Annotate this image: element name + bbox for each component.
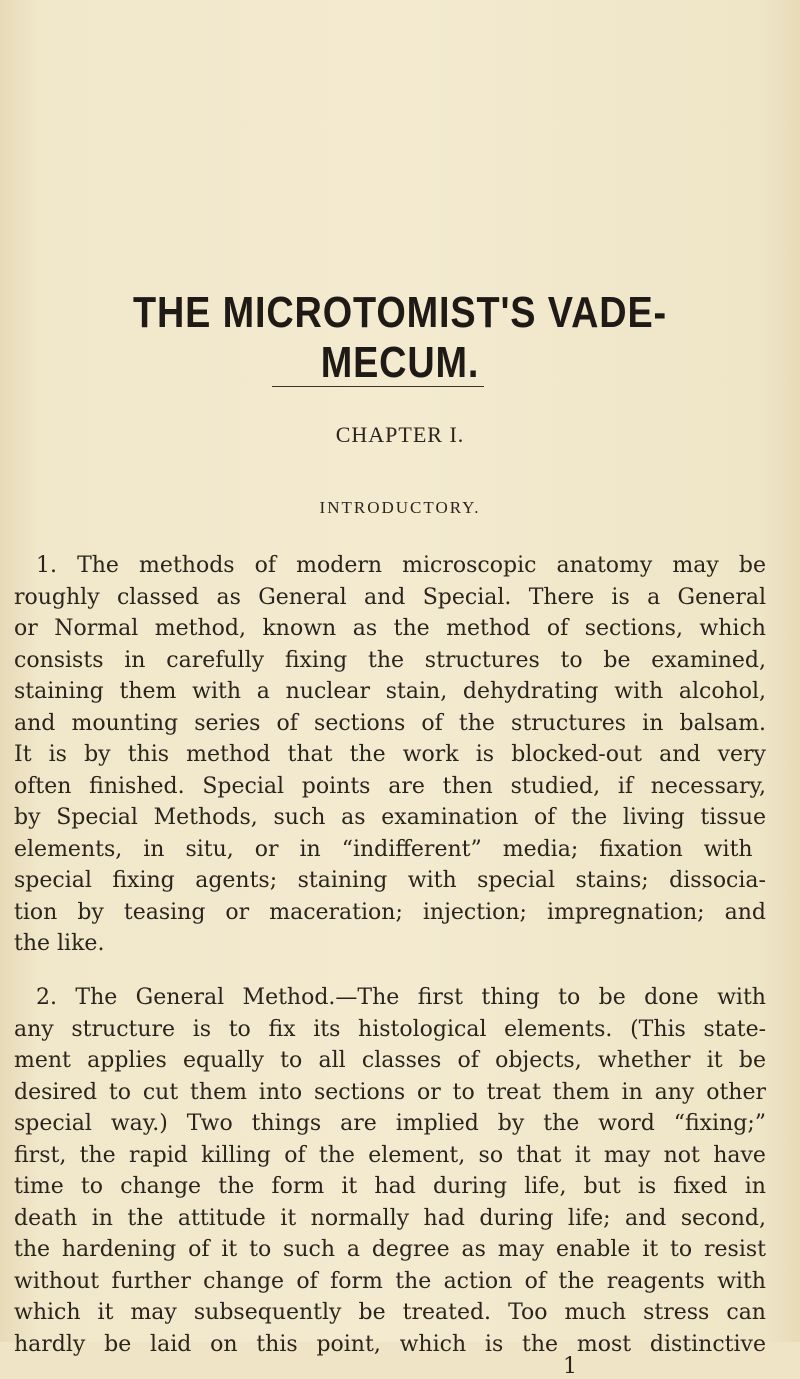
text-line: ment applies equally to all classes of objects, whether it be <box>14 1048 766 1073</box>
text-line: special fixing agents; staining with special stains; dissocia- <box>14 868 766 893</box>
text-line: hardly be laid on this point, which is the most distinctive <box>14 1331 766 1357</box>
text-line: or Normal method, known as the method of sections, which <box>14 616 766 641</box>
text-line: desired to cut them into sections or to treat them in any other <box>14 1079 766 1105</box>
book-title: THE MICROTOMIST'S VADE-MECUM. <box>132 288 668 387</box>
text-line: elements, in situ, or in “indifferent” media; fixation with <box>14 836 753 862</box>
text-line: 1. The methods of modern microscopic anatomy may be <box>36 553 766 578</box>
title-rule <box>272 386 484 387</box>
text-line: any structure is to fix its histological elements. (This state- <box>14 1016 766 1042</box>
text-line: without further change of form the action of the reagents with <box>14 1268 766 1294</box>
page-number: 1 <box>563 1354 577 1379</box>
text-line: roughly classed as General and Special. There is a General <box>14 584 766 610</box>
text-line: death in the attitude it normally had during life; and second, <box>14 1205 766 1231</box>
text-line: and mounting series of sections of the structures in balsam. <box>14 710 766 736</box>
text-line: time to change the form it had during life, but is fixed in <box>14 1174 766 1199</box>
text-line: often finished. Special points are then studied, if necessary, <box>14 773 766 799</box>
text-line: tion by teasing or maceration; injection; impregnation; and <box>14 899 766 925</box>
text-line: which it may subsequently be treated. Too much stress can <box>14 1300 766 1325</box>
chapter-heading: CHAPTER I. <box>335 422 465 447</box>
text-line: It is by this method that the work is blocked-out and very <box>14 742 766 767</box>
text-line: staining them with a nuclear stain, dehydrating with alcohol, <box>14 679 766 704</box>
text-line: first, the rapid killing of the element, so that it may not have <box>14 1142 766 1168</box>
text-line: the hardening of it to such a degree as may enable it to resist <box>14 1237 766 1262</box>
text-line: the like. <box>14 931 105 956</box>
text-line: 2. The General Method.—The first thing to be done with <box>36 985 766 1010</box>
section-heading: INTRODUCTORY. <box>319 498 481 517</box>
text-line: consists in carefully fixing the structures to be examined, <box>14 647 766 673</box>
text-line: special way.) Two things are implied by the word “fixing;” <box>14 1111 766 1136</box>
text-line: by Special Methods, such as examination of the living tissue <box>14 805 766 830</box>
